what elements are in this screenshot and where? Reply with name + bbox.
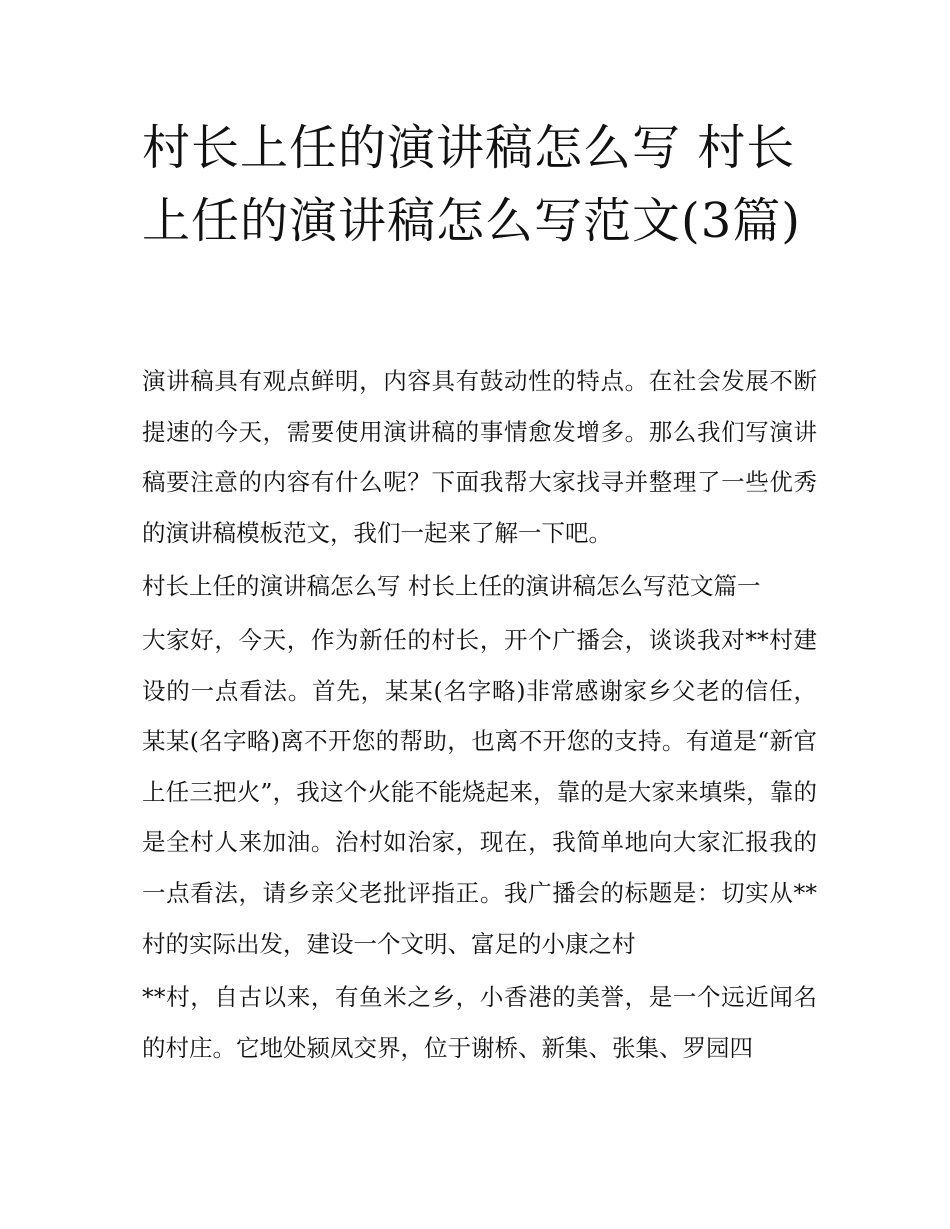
intro-paragraph: 演讲稿具有观点鲜明，内容具有鼓动性的特点。在社会发展不断提速的今天，需要使用演讲稿的事情愈发增多。那么我们写演讲稿要注意的内容有什么呢？下面我帮大家找寻并整理了一些优秀的演讲稿模板范文，我们一起来了解一下吧。 xyxy=(142,367,817,547)
section-heading-paragraph: 村长上任的演讲稿怎么写 村长上任的演讲稿怎么写范文篇一 xyxy=(142,572,761,601)
document-body xyxy=(142,356,817,1076)
document-title: 村长上任的演讲稿怎么写 村长上任的演讲稿怎么写范文(3篇) xyxy=(142,120,801,249)
speech-paragraph: 大家好，今天，作为新任的村长，开个广播会，谈谈我对**村建设的一点看法。首先，某某(名字略)非常感谢家乡父老的信任，某某(名字略)离不开您的帮助，也离不开您的支持。有道是“新官上任三把火”，我这个火能不能烧起来，靠的是大家来填柴，靠的是全村人来加油。治村如治家，现在，我简单地向大家汇报我的一点看法，请乡亲父老批评指正。我广播会的标题是：切实从**村的实际出发，建设一个文明、富足的小康之村 xyxy=(142,625,817,958)
village-description-paragraph: **村，自古以来，有鱼米之乡，小香港的美誉，是一个远近闻名的村庄。它地处颍凤交界，位于谢桥、新集、张集、罗园四 xyxy=(142,983,817,1062)
